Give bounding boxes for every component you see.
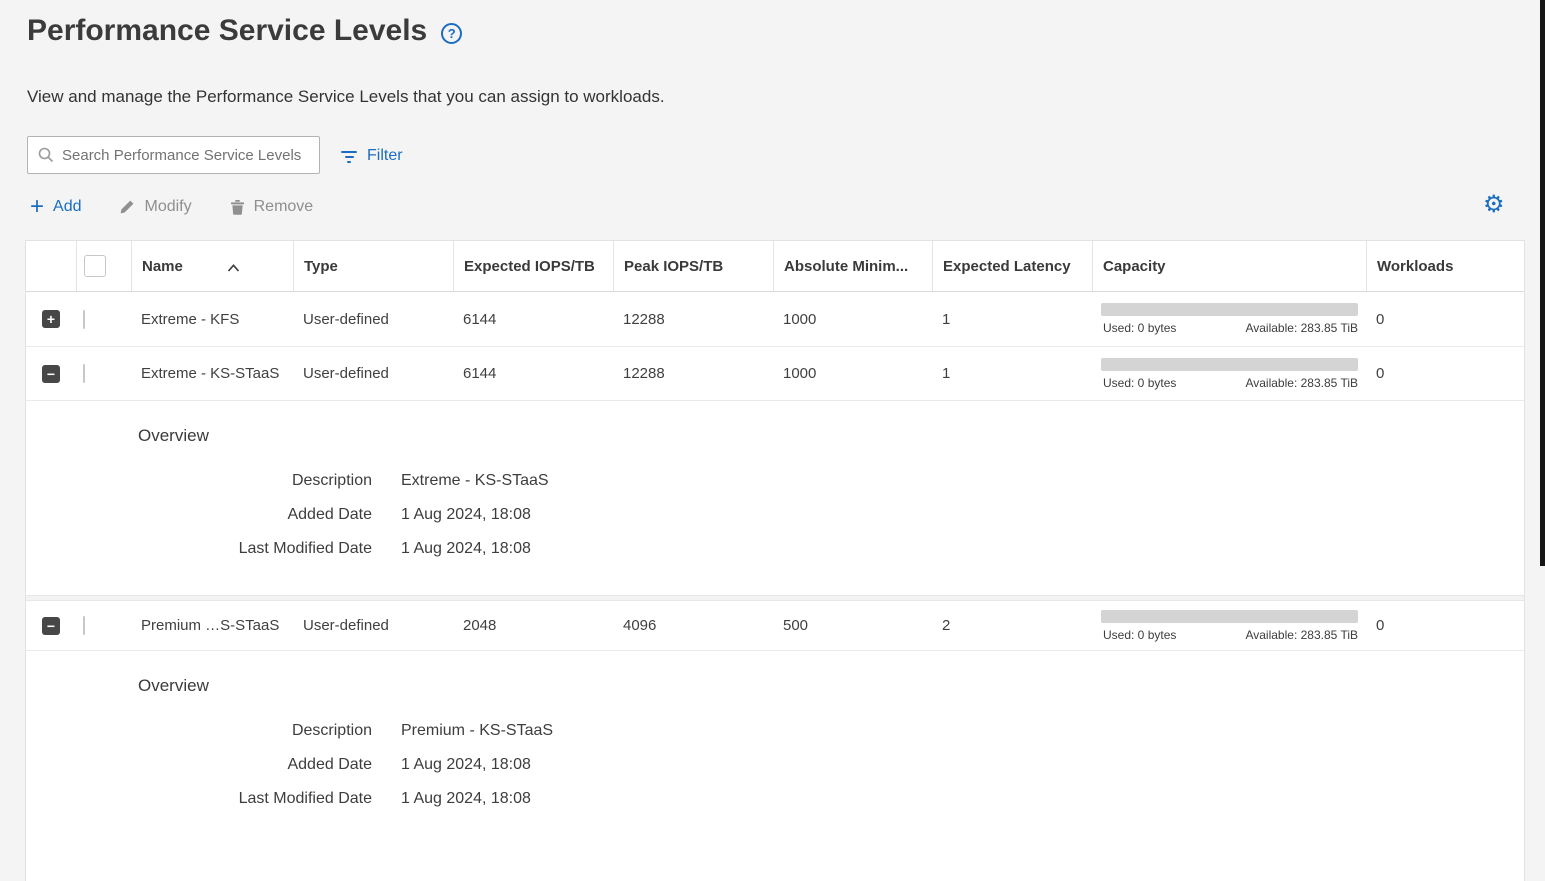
capacity-used: Used: 0 bytes — [1103, 627, 1177, 642]
cell-expected-latency: 1 — [942, 365, 951, 382]
cell-capacity — [1092, 303, 1366, 335]
capacity-bar — [1101, 610, 1358, 623]
filter-label: Filter — [367, 147, 403, 164]
cell-peak-iops: 12288 — [623, 310, 665, 328]
cell-type: User-defined — [303, 617, 389, 634]
remove-label: Remove — [253, 198, 314, 215]
pencil-icon — [119, 199, 135, 215]
help-icon[interactable]: ? — [441, 23, 462, 44]
cell-absolute-min: 1000 — [783, 310, 817, 328]
remove-button[interactable] — [230, 198, 314, 216]
filter-button[interactable] — [341, 144, 403, 168]
cell-type: User-defined — [303, 365, 389, 382]
overview-heading: Overview — [138, 676, 209, 695]
description-value: Premium - KS-STaaS — [401, 722, 554, 739]
added-date-value: 1 Aug 2024, 18:08 — [401, 756, 531, 773]
added-date-value: 1 Aug 2024, 18:08 — [401, 506, 531, 523]
capacity-used: Used: 0 bytes — [1103, 375, 1177, 390]
page-header — [27, 14, 462, 48]
capacity-available: Available: 283.85 TiB — [1245, 627, 1358, 642]
table-row[interactable] — [26, 347, 1524, 401]
expander-cell — [26, 617, 76, 635]
row-overview-panel — [26, 401, 1524, 595]
header-expander-cell — [26, 241, 76, 291]
cell-expected-iops: 2048 — [463, 617, 497, 634]
collapse-row-button[interactable]: − — [42, 365, 60, 383]
added-date-label: Added Date — [287, 756, 372, 773]
column-header-workloads[interactable]: Workloads — [1366, 241, 1524, 291]
cell-type: User-defined — [303, 310, 389, 328]
cell-workloads: 0 — [1376, 365, 1385, 382]
cell-peak-iops: 12288 — [623, 365, 665, 382]
add-button[interactable] — [30, 193, 82, 220]
search-box — [27, 136, 320, 174]
cell-workloads: 0 — [1376, 310, 1385, 328]
select-all-checkbox[interactable] — [84, 255, 106, 277]
plus-icon: + — [30, 193, 45, 220]
cell-expected-latency: 2 — [942, 617, 951, 634]
checkbox-cell — [76, 617, 131, 634]
last-modified-date-label: Last Modified Date — [238, 790, 372, 807]
cell-peak-iops: 4096 — [623, 617, 657, 634]
cell-expected-iops: 6144 — [463, 310, 497, 328]
vertical-scrollbar-thumb[interactable] — [1540, 0, 1545, 566]
cell-expected-latency: 1 — [942, 310, 951, 328]
expander-cell — [26, 310, 76, 328]
capacity-available: Available: 283.85 TiB — [1245, 375, 1358, 390]
last-modified-date-value: 1 Aug 2024, 18:08 — [401, 790, 531, 807]
column-header-expected-iops[interactable]: Expected IOPS/TB — [453, 241, 613, 291]
capacity-available: Available: 283.85 TiB — [1245, 321, 1358, 335]
sort-ascending-icon — [227, 259, 240, 276]
row-checkbox[interactable] — [83, 364, 85, 383]
cell-workloads: 0 — [1376, 617, 1385, 634]
gear-icon[interactable]: ⚙ — [1483, 191, 1505, 218]
capacity-bar — [1101, 303, 1358, 316]
cell-capacity — [1092, 358, 1366, 390]
page-subtitle: View and manage the Performance Service Levels that you can assign to workloads. — [27, 87, 665, 106]
added-date-label: Added Date — [287, 506, 372, 523]
cell-expected-iops: 6144 — [463, 365, 497, 382]
cell-absolute-min: 500 — [783, 617, 809, 634]
description-label: Description — [291, 472, 372, 489]
row-overview-panel — [26, 651, 1524, 881]
search-input[interactable] — [62, 147, 309, 164]
cell-name: Premium …S-STaaS — [141, 617, 280, 634]
collapse-row-button[interactable]: − — [42, 617, 60, 635]
capacity-used: Used: 0 bytes — [1103, 321, 1177, 335]
row-checkbox[interactable] — [83, 616, 85, 635]
table-row[interactable] — [26, 601, 1524, 651]
cell-name: Extreme - KS-STaaS — [141, 365, 280, 382]
page-title: Performance Service Levels — [27, 14, 428, 47]
table-header-row — [26, 241, 1524, 292]
column-header-type[interactable]: Type — [293, 241, 453, 291]
cell-absolute-min: 1000 — [783, 365, 817, 382]
header-checkbox-cell — [76, 241, 131, 291]
overview-heading: Overview — [138, 426, 209, 445]
column-header-name[interactable]: Name — [131, 241, 293, 291]
performance-service-levels-table — [25, 240, 1525, 881]
trash-icon — [230, 199, 245, 215]
row-checkbox[interactable] — [83, 310, 85, 329]
table-toolbar — [30, 193, 313, 221]
capacity-bar — [1101, 358, 1358, 371]
cell-capacity — [1092, 610, 1366, 642]
modify-label: Modify — [144, 198, 192, 215]
last-modified-date-value: 1 Aug 2024, 18:08 — [401, 540, 531, 557]
search-icon — [38, 147, 54, 163]
cell-name: Extreme - KFS — [141, 310, 240, 328]
checkbox-cell — [76, 311, 131, 328]
add-label: Add — [53, 198, 82, 215]
column-header-absolute-minimum[interactable]: Absolute Minim... — [773, 241, 932, 291]
filter-icon — [341, 151, 357, 163]
column-header-peak-iops[interactable]: Peak IOPS/TB — [613, 241, 773, 291]
last-modified-date-label: Last Modified Date — [238, 540, 372, 557]
expander-cell — [26, 365, 76, 383]
column-header-capacity[interactable]: Capacity — [1092, 241, 1366, 291]
modify-button[interactable] — [119, 198, 191, 216]
description-value: Extreme - KS-STaaS — [401, 472, 549, 489]
expand-row-button[interactable]: + — [42, 310, 60, 328]
checkbox-cell — [76, 365, 131, 382]
table-row[interactable] — [26, 292, 1524, 347]
description-label: Description — [291, 722, 372, 739]
column-header-expected-latency[interactable]: Expected Latency — [932, 241, 1092, 291]
